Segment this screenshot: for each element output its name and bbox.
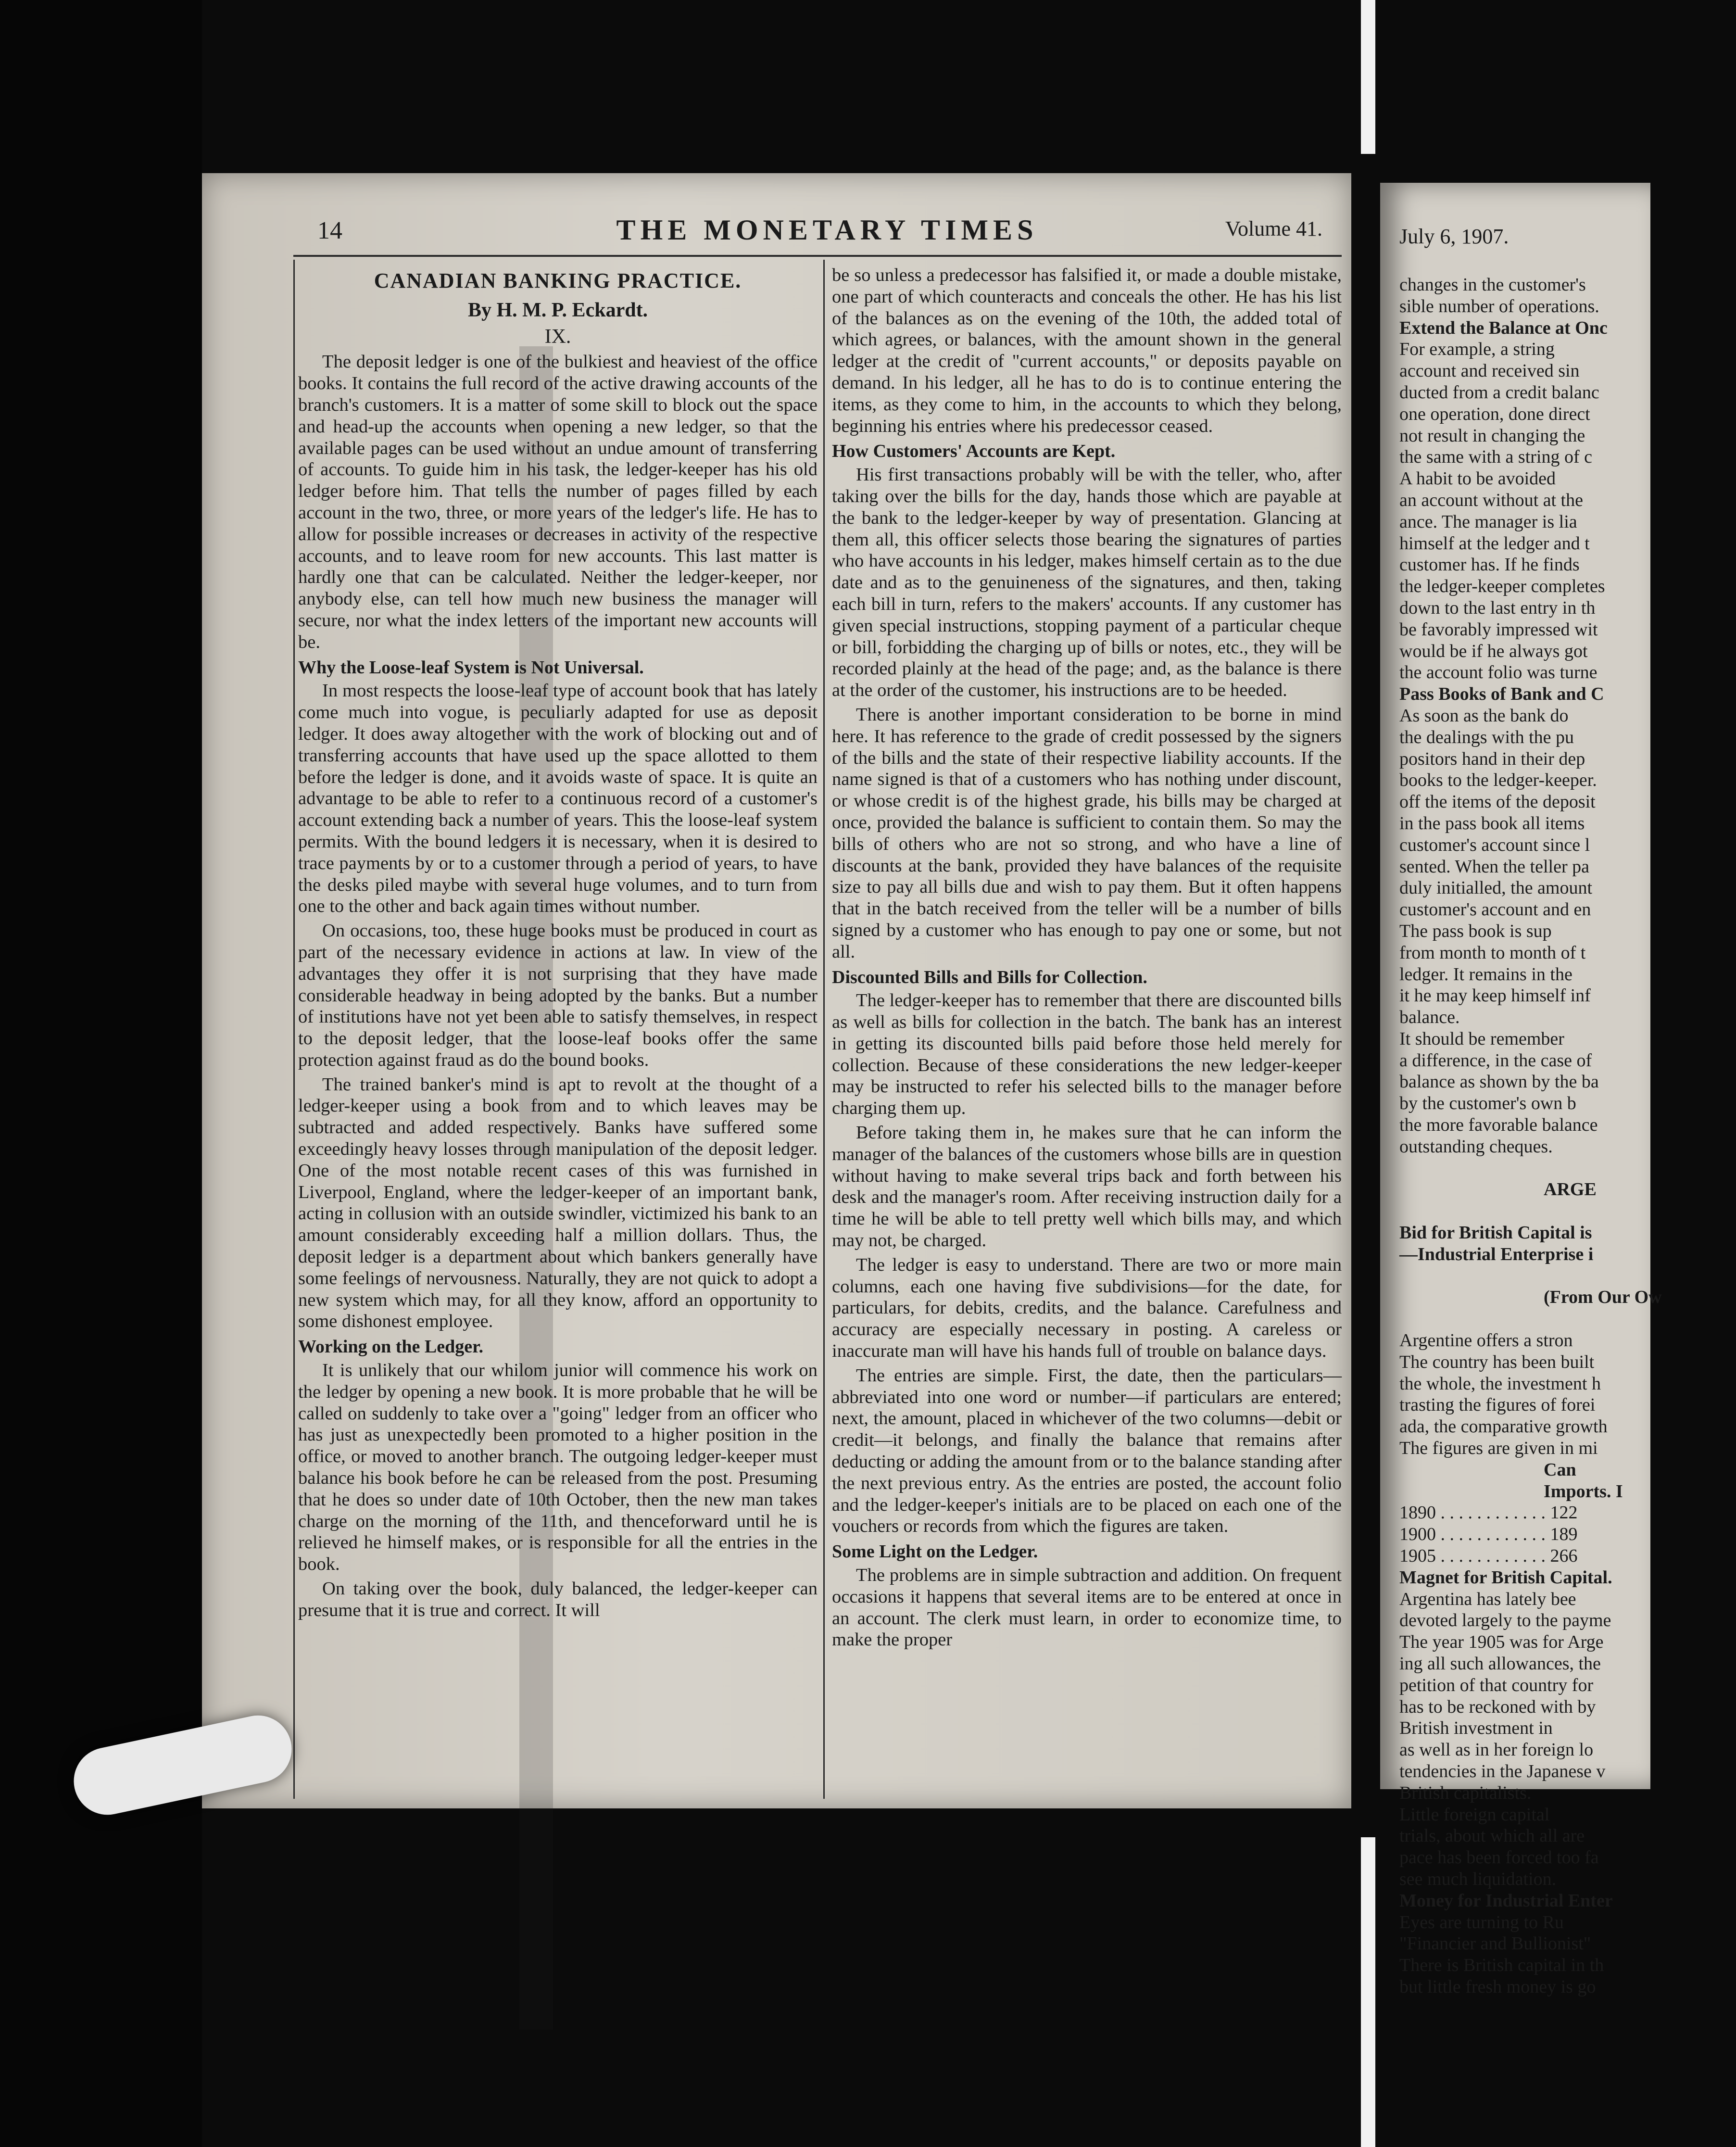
article-body-left (298, 351, 818, 1621)
right-page-line: but little fresh money is go (1399, 1976, 1596, 1997)
paragraph: The problems are in simple subtraction and addition. On frequent occasions it happens that several items are to be entered at once in an account. The clerk must learn, in order to economize time, to make the proper (832, 1565, 1342, 1650)
right-page-line: customer's account since l (1399, 834, 1590, 855)
right-page-line: Little foreign capital (1399, 1804, 1550, 1825)
volume-label: Volume 41. (1225, 217, 1322, 240)
right-page-line: Argentine offers a stron (1399, 1330, 1573, 1351)
right-page-line: the more favorable balance (1399, 1115, 1598, 1136)
right-page-line: ARGE (1544, 1179, 1597, 1200)
right-page-line: off the items of the deposit (1399, 792, 1596, 812)
right-page-line: be favorably impressed wit (1399, 619, 1598, 640)
right-page-line: in the pass book all items (1399, 813, 1585, 834)
right-page-line: the dealings with the pu (1399, 727, 1574, 747)
right-page-line: positors hand in their dep (1399, 748, 1585, 769)
right-page-line: Imports. I (1544, 1481, 1623, 1502)
paragraph: Before taking them in, he makes sure that he can inform the manager of the balances of the customers whose bills are in question without having to make several trips back and forth between his desk and the manager's room. After receiving instruction daily for a time he will be able to tell pretty well which bills may, and which may not, be charged. (832, 1123, 1342, 1251)
right-page-line: account and received sin (1399, 361, 1580, 381)
right-page-line: 1905 . . . . . . . . . . . . 266 (1399, 1546, 1578, 1566)
right-page-line: petition of that country for (1399, 1675, 1594, 1695)
right-page-line: customer's account and en (1399, 899, 1591, 920)
right-page-line: devoted largely to the payme (1399, 1610, 1611, 1631)
right-page-line: ledger. It remains in the (1399, 964, 1572, 985)
right-page-line: himself at the ledger and t (1399, 533, 1590, 554)
right-page-line: the ledger-keeper completes (1399, 576, 1605, 597)
right-page-line: Can (1544, 1459, 1576, 1480)
right-page-line: pace has been forced too fa (1399, 1847, 1599, 1868)
right-page-line: duly initialled, the amount (1399, 878, 1593, 898)
paragraph: There is another important consideration to be borne in mind here. It has reference to the grade of credit possessed by the signers of the bills and the state of their respective liability accounts. If the name signed is that of a customers who has nothing under discount, or whose credit is of the highest grade, his bills may be charged at once, provided the balance is sufficient to contain them. So may the bills of others who are not so strong, and who have a line of discounts at the bank, provided they have balances of the requisite size to pay all bills due and wish to pay them. But it often happens that in the batch received from the teller will be a number of bills signed by a customer who has enough to pay one or some, but not all. (832, 704, 1342, 962)
right-page-line: The country has been built (1399, 1351, 1595, 1372)
paragraph: The ledger is easy to understand. There are two or more main columns, each one having five subdivisions—for the date, for particulars, for debits, credits, and the balance. Carefulness and accuracy are especially necessary in posting. A careless or inaccurate man will have his hands full of trouble on balance days. (832, 1254, 1342, 1362)
paragraph: The trained banker's mind is apt to revolt at the thought of a ledger-keeper using a book from and to which leaves may be subtracted and added respectively. Banks have suffered some exceedingly heavy losses through manipulation of the deposit ledger. One of the most notable recent cases of this was furnished in Liverpool, England, where the ledger-keeper of an important bank, acting in collusion with an outside swindler, victimized his bank to an amount considerably exceeding half a million dollars. Thus, the deposit ledger is a department about which bankers generally have some feelings of nervousness. Naturally, they are not quick to adopt a new system which may, for all they know, afford an opportunity to some dishonest employee. (298, 1074, 818, 1332)
film-edge-mark (1361, 0, 1375, 154)
right-page-heading: —Industrial Enterprise i (1399, 1244, 1594, 1264)
right-page-line: down to the last entry in th (1399, 597, 1596, 618)
paragraph: In most respects the loose-leaf type of account book that has lately come much into vogue, is peculiarly adapted for use as deposit ledger. It does away altogether with the work of blocking out and of transferring accounts that have used up the space allotted to them before the ledger is done, and it avoids waste of space. It is quite an advantage to be able to refer to a continuous record of a customer's account extending back a number of years. This the loose-leaf system permits. With the bound ledgers it is necessary, when it is desired to trace payments by or to a customer through a period of years, to have the desks piled maybe with several huge volumes, and to turn from one to the other and back again times without number. (298, 681, 818, 917)
article-column-left (298, 265, 818, 1624)
right-page-line: one operation, done direct (1399, 404, 1590, 424)
right-page-line: Eyes are turning to Ru (1399, 1912, 1564, 1932)
right-page-line: ducted from a credit balanc (1399, 382, 1599, 403)
right-page-line: British capitalists. (1399, 1782, 1532, 1803)
right-page-line: would be if he always got (1399, 641, 1588, 661)
right-page-line: the same with a string of c (1399, 447, 1593, 467)
publication-title: THE MONETARY TIMES (616, 214, 1038, 246)
paragraph: It is unlikely that our whilom junior will commence his work on the ledger by opening a new book. It is more probable that he will be called on suddenly to take over a "going" ledger from an officer who has just as unexpectedly been promoted to a higher position in the office, or moved to another branch. The outgoing ledger-keeper must balance his book before he can be released from the post. Presuming that he does so under date of 10th October, then the new man takes charge on the morning of the 11th, and thenceforward until he is relieved he himself makes, or is responsible for all the entries in the book. (298, 1360, 818, 1575)
right-page-heading: Magnet for British Capital. (1399, 1567, 1612, 1588)
column-divider (823, 260, 825, 1799)
right-page-line: trials, about which all are (1399, 1826, 1585, 1846)
right-page-heading: Extend the Balance at Onc (1399, 317, 1608, 338)
paragraph: On taking over the book, duly balanced, the ledger-keeper can presume that it is true and correct. It will (298, 1579, 818, 1620)
paragraph: On occasions, too, these huge books must be produced in court as part of the necessary evidence in actions at law. In view of the advantages they offer it is not surprising that they have made considerable headway in being adopted by the banks. But a number of institutions have not yet been able to satisfy themselves, in respect to the deposit ledger, that the loose-leaf books offer the same protection against fraud as do the bound books. (298, 921, 818, 1070)
right-page-line: balance as shown by the ba (1399, 1072, 1599, 1092)
article-title: CANADIAN BANKING PRACTICE. (374, 269, 742, 292)
section-heading: How Customers' Accounts are Kept. (832, 441, 1116, 462)
right-page-line: British investment in (1399, 1718, 1553, 1739)
section-heading: Some Light on the Ledger. (832, 1541, 1038, 1562)
right-page-line: 1900 . . . . . . . . . . . . 189 (1399, 1524, 1578, 1545)
right-page-line: changes in the customer's (1399, 275, 1586, 295)
right-page-line: the whole, the investment h (1399, 1373, 1601, 1394)
right-page-line: has to be reckoned with by (1399, 1696, 1596, 1717)
page-number: 14 (317, 217, 342, 244)
right-page-line: A habit to be avoided (1399, 468, 1556, 489)
right-page-line: from month to month of t (1399, 942, 1586, 963)
right-page-line: For example, a string (1399, 339, 1555, 360)
right-page-line: 1890 . . . . . . . . . . . . 122 (1399, 1503, 1578, 1523)
film-edge-mark (1361, 1837, 1375, 2147)
right-page-line: by the customer's own b (1399, 1093, 1576, 1114)
right-page-line: the account folio was turne (1399, 662, 1598, 683)
article-byline: By H. M. P. Eckardt. (467, 299, 648, 321)
right-page-line: sible number of operations. (1399, 296, 1599, 316)
right-page-line: Argentina has lately bee (1399, 1589, 1576, 1609)
right-page-text (1399, 274, 1662, 1998)
right-page-line: tendencies in the Japanese v (1399, 1761, 1606, 1781)
right-page-line: There is British capital in th (1399, 1955, 1604, 1976)
right-page-line: ada, the comparative growth (1399, 1416, 1608, 1437)
paragraph: His first transactions probably will be with the teller, who, after taking over the bills for the day, hands those which are payable at the bank to the ledger-keeper by way of presentation. Glancing at them all, this officer selects those bearing the signatures of parties who have accounts in his ledger, makes himself certain as to the due date and as to the genuineness of the signatures, and then, taking each bill in turn, refers to the makers' accounts. If any customer has given special instructions, stopping payment of a particular cheque or bill, forbidding the charging up of bills or notes, etc., they will be recorded plainly at the head of the page; and, as the balance is there at the order of the customer, his instructions are to be heeded. (832, 465, 1342, 701)
page-header (317, 216, 1337, 255)
article-body-middle (832, 265, 1342, 1651)
right-page-line (1399, 1308, 1662, 1330)
right-page-line: The figures are given in mi (1399, 1438, 1598, 1459)
right-page-line: balance. (1399, 1007, 1460, 1028)
right-page-line: As soon as the bank do (1399, 705, 1569, 726)
right-page-line: it he may keep himself inf (1399, 985, 1591, 1006)
right-page-line: as well as in her foreign lo (1399, 1740, 1594, 1760)
right-page-line: books to the ledger-keeper. (1399, 770, 1597, 791)
right-page-line: see much liquidation. (1399, 1869, 1557, 1889)
right-page-partial (1380, 183, 1662, 1997)
right-page-date: July 6, 1907. (1399, 225, 1509, 248)
right-page-line: outstanding cheques. (1399, 1136, 1553, 1157)
paragraph: The entries are simple. First, the date, then the particulars—abbreviated into one word or number—if particulars are entered; next, the amount, placed in whichever of the two columns—debit or credit—it belongs, and finally the balance that remains after deducting or adding the amount from or to the balance standing after the next previous entry. As the entries are posted, the account folio and the ledger-keeper's initials are to be placed on each one of the vouchers or records from which the figures are taken. (832, 1365, 1342, 1537)
right-page-heading: Money for Industrial Enter (1399, 1890, 1613, 1911)
left-page (202, 173, 1351, 1808)
right-page-line (1399, 1265, 1662, 1287)
right-page-line: (From Our Ow (1544, 1287, 1662, 1308)
right-page-line: trasting the figures of forei (1399, 1395, 1596, 1415)
article-column-middle (832, 265, 1342, 1654)
film-border-left (0, 0, 202, 2147)
right-page-heading: Pass Books of Bank and C (1399, 684, 1604, 705)
right-page-line: ing all such allowances, the (1399, 1654, 1601, 1674)
right-page-line: The year 1905 was for Arge (1399, 1632, 1604, 1653)
right-page-line: ance. The manager is lia (1399, 511, 1577, 532)
article-part-number: IX. (544, 325, 571, 348)
right-page-line: "Financier and Bullionist" (1399, 1933, 1591, 1954)
header-rule (293, 255, 1342, 257)
right-page-line: It should be remember (1399, 1028, 1564, 1049)
paragraph: The ledger-keeper has to remember that there are discounted bills as well as bills for collection in the batch. The bank has an interest in getting its discounted bills paid before those held merely for collection. Because of these considerations the new ledger-keeper may be instructed to refer his selected bills to the manager before charging them up. (832, 990, 1342, 1119)
right-page-line (1399, 1200, 1662, 1222)
right-page-line: an account without at the (1399, 490, 1583, 510)
right-page-line (1399, 1158, 1662, 1179)
page-margin-rule (293, 260, 295, 1799)
section-heading: Working on the Ledger. (298, 1337, 483, 1357)
section-heading: Why the Loose-leaf System is Not Universal. (298, 657, 644, 678)
right-page-line: not result in changing the (1399, 425, 1585, 446)
right-page-heading: Bid for British Capital is (1399, 1223, 1592, 1243)
right-page-line: The pass book is sup (1399, 921, 1552, 941)
paragraph: be so unless a predecessor has falsified it, or made a double mistake, one part of which counteracts and conceals the other. He has his list of the balances as on the evening of the 10th, the added total of which agrees, or balances, with the amount shown in the general ledger at the credit of "current accounts," or deposits payable on demand. In his ledger, all he has to do is to continue entering the items, as they come to him, in the accounts to which they belong, beginning his entries where his predecessor ceased. (832, 265, 1342, 436)
section-heading: Discounted Bills and Bills for Collection. (832, 967, 1147, 987)
right-page-line: customer has. If he finds (1399, 555, 1580, 575)
right-page-line: a difference, in the case of (1399, 1050, 1592, 1071)
right-page-line: sented. When the teller pa (1399, 856, 1589, 877)
paragraph: The deposit ledger is one of the bulkiest and heaviest of the office books. It contains the full record of the active drawing accounts of the branch's customers. It is a matter of some skill to block out the space and head-up the accounts when opening a new ledger, so that the available pages can be used without an undue amount of transferring of accounts. To guide him in his task, the ledger-keeper has his old ledger before him. That tells the number of pages filled by each account in the two, three, or more years of the ledger's life. He has to allow for possible increases or decreases in activity of the respective accounts, and to leave room for new accounts. This last matter is hardly one that can be calculated. Neither the ledger-keeper, nor anybody else, can tell how much new business the manager will secure, nor what the index letters of the important new accounts will be. (298, 352, 818, 652)
